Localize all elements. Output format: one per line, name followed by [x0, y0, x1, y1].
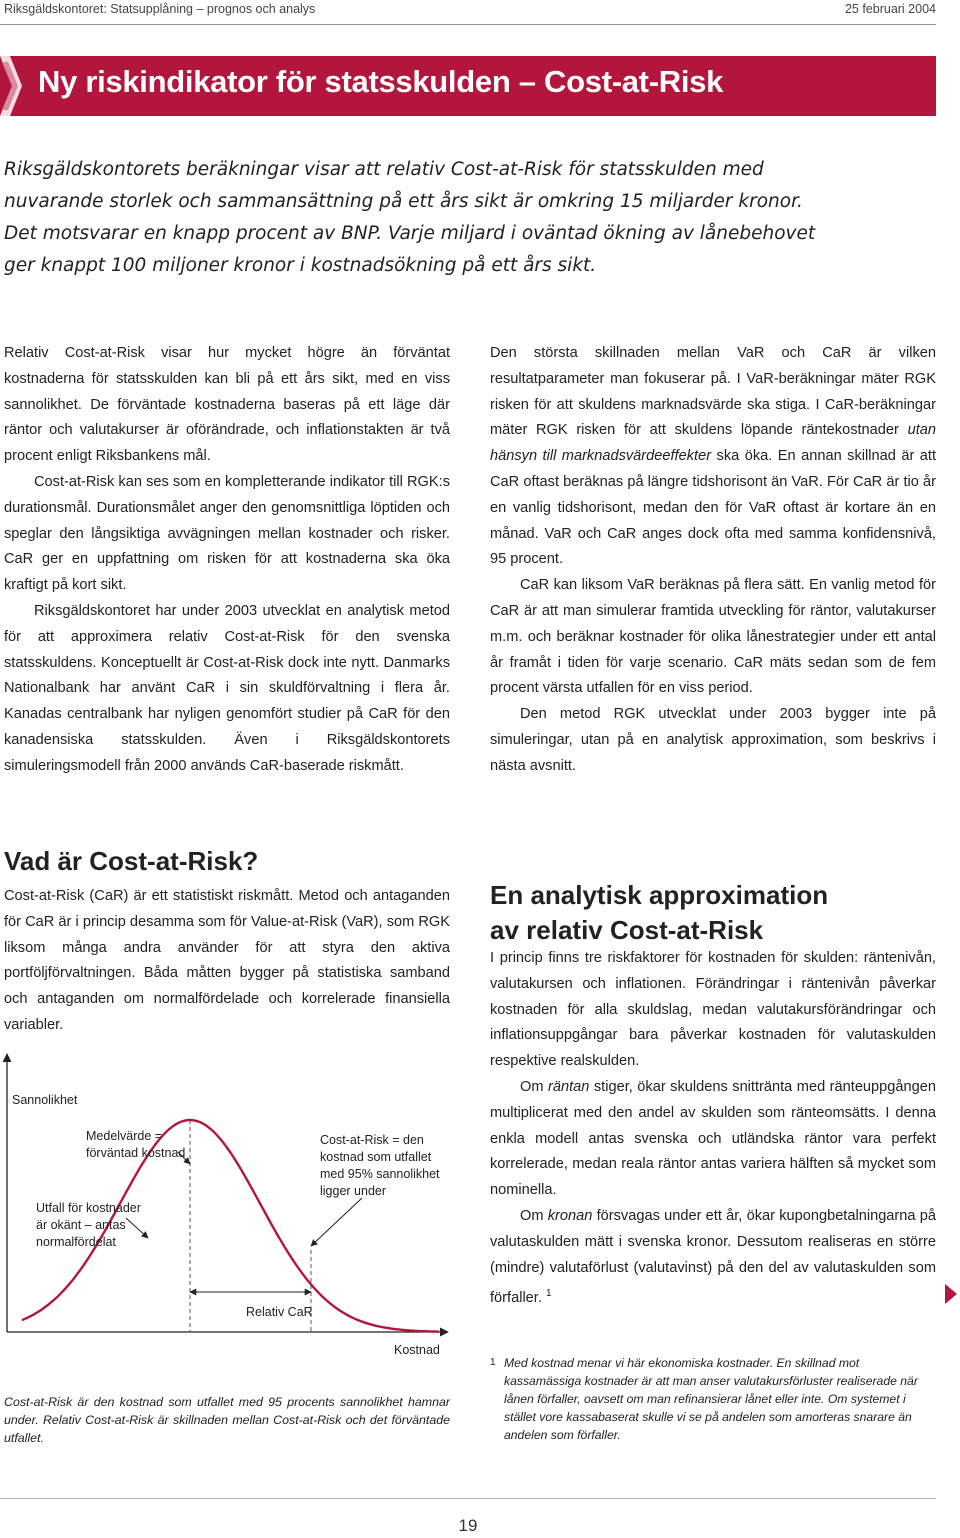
- section-heading-approximation: [490, 878, 936, 948]
- distribution-figure: [0, 1040, 470, 1370]
- x-axis-label: Kostnad: [394, 1343, 440, 1357]
- left-column: [4, 341, 450, 780]
- approximation-body: [490, 946, 936, 1312]
- page-number: 19: [458, 1516, 478, 1535]
- mean-label: [86, 1128, 185, 1162]
- text-run: Om: [520, 1078, 548, 1095]
- label-line: Utfall för kostnader: [36, 1201, 141, 1215]
- paragraph: [490, 341, 936, 573]
- intro-line: Det motsvarar en knapp procent av BNP. Varje miljard i oväntad ökning av lånebehovet: [4, 223, 816, 244]
- chevron-right-icon: [0, 56, 22, 116]
- page-title: Ny riskindikator för statsskulden – Cost-at-Risk: [38, 64, 724, 99]
- text-run: ska öka. En annan skillnad är att CaR oftast beräknas på längre tidshorisont än VaR. För CaR är tio år en vanlig tidshorisont, medan den för VaR oftast är kortare än en månad. VaR och CaR anges dock ofta med samma konfidensnivå, 95 procent.: [490, 448, 937, 568]
- emphasis: räntan: [548, 1078, 590, 1095]
- paragraph: Cost-at-Risk (CaR) är ett statistiskt riskmått. Metod och antaganden för CaR är i princip desamma som för Value-at-Risk (VaR), som RGK liksom många andra använder för att styra den aktiva portföljförvaltningen. Båda måtten bygger på statistiska samband och antaganden om normalfördelade och korrelerade finansiella variabler.: [4, 888, 450, 1033]
- label-line: normalfördelat: [36, 1235, 116, 1249]
- intro-line: ger knappt 100 miljoner kronor i kostnadsökning på ett års sikt.: [4, 255, 597, 276]
- paragraph: I princip finns tre riskfaktorer för kostnaden för skulden: räntenivån, valutakursen och inflationen. Förändringar i räntenivån påverkar kostnaden för alla skuldslag, medan valutakursförändringar och inflationsuppgångar bara påverkar kostnaden för valutaskulden respektive realskulden.: [490, 950, 936, 1070]
- text-run: Den största skillnaden mellan VaR och CaR är vilken resultatparameter man fokuserar på. I VaR-beräkningar mäter RGK risken för att skuldens marknadsvärde ska stiga. I CaR-beräkningar mäter RGK risken för att skuldens löpande räntekostnader: [490, 345, 936, 439]
- outcome-label: [36, 1200, 141, 1251]
- paragraph: Riksgäldskontoret har under 2003 utvecklat en analytisk metod för att approximera relativ Cost-at-Risk för den svenska statsskuldens. Konceptuellt är Cost-at-Risk dock inte nytt. Danmarks Nationalbank har använt CaR i sin skuldförvaltning i flera år. Kanadas centralbank har nyligen genomfört studier på CaR för den kanadensiska statsskulden. Även i Riksgäldskontorets simuleringsmodell från 2000 används CaR-baserade riskmått.: [4, 602, 450, 774]
- header-divider: [0, 24, 936, 25]
- text-run: stiger, ökar skuldens snittränta med ränteuppgången multiplicerat med den andel av skulden som ränteomsätts. I denna enkla modell antas svenska och utländska räntor vara perfekt korrelerade, medan reala räntor antas variera hälften så mycket som nominella.: [490, 1078, 936, 1199]
- paragraph: Cost-at-Risk kan ses som en kompletterande indikator till RGK:s durationsmål. Durationsmålet anger den genomsnittliga löptiden och speglar den långsiktiga avvägningen mellan kostnader och risker. CaR ger en uppfattning om risken för att kostnaderna ska öka kraftigt på kort sikt.: [4, 473, 450, 594]
- label-line: med 95% sannolikhet: [320, 1167, 440, 1181]
- right-column: [490, 341, 936, 780]
- label-line: kostnad som utfallet: [320, 1150, 432, 1164]
- title-banner: [0, 56, 936, 116]
- vad-body: [4, 884, 450, 1039]
- label-line: Cost-at-Risk = den: [320, 1133, 424, 1147]
- y-axis-label: Sannolikhet: [12, 1093, 78, 1107]
- paragraph: CaR kan liksom VaR beräknas på flera sätt. En vanlig metod för CaR är att man simulerar framtida utveckling för räntor, valutakurser m.m. och beräknar kostnader för olika lånestrategier under ett antal år framåt i tiden för varje scenario. CaR mäts sedan som de fem procent värsta utfallen för en viss period.: [490, 577, 936, 697]
- heading-line: En analytisk approximation: [490, 880, 829, 910]
- footer-divider: [0, 1498, 936, 1499]
- paragraph: [490, 1204, 936, 1312]
- intro-line: nuvarande storlek och sammansättning på ett års sikt är omkring 15 miljarder kronor.: [4, 191, 803, 212]
- footnote-ref[interactable]: 1: [545, 1288, 552, 1300]
- paragraph: Den metod RGK utvecklat under 2003 bygger inte på simuleringar, utan på en analytisk approximation, som beskrivs i nästa avsnitt.: [490, 706, 936, 774]
- label-line: ligger under: [320, 1184, 387, 1198]
- car-pointer: [311, 1198, 362, 1246]
- car-label: [320, 1132, 440, 1200]
- running-header-title: Riksgäldskontoret: Statsupplåning – prognos och analys: [4, 2, 316, 16]
- running-header-date: 25 februari 2004: [844, 2, 936, 16]
- paragraph: Relativ Cost-at-Risk visar hur mycket högre än förväntat kostnaderna för statsskulden kan bli på ett års sikt, med en viss sannolikhet. De förväntade kostnaderna baseras på ett läge där räntor och valutakurser är oförändrade, och inflationstakten är två procent enligt Riksbankens mål.: [4, 345, 450, 465]
- next-page-arrow-icon: [945, 1284, 957, 1304]
- heading-line: av relativ Cost-at-Risk: [490, 915, 764, 945]
- footnote-text: Med kostnad menar vi här ekonomiska kostnader. En skillnad mot kassamässiga kostnader är att man anser valutakursförluster realiserade när lånen förfaller, oavsett om man refinansierar lånet eller inte. Om systemet i stället vore kassabaserat skulle vi se på andelen som amorteras snarare än andelen som förfaller.: [504, 1356, 918, 1442]
- relative-car-label: Relativ CaR: [246, 1305, 313, 1319]
- text-run: försvagas under ett år, ökar kupongbetalningarna på valutaskulden mätt i svenska kronor. Dessutom realiseras en större (mindre) valutaförlust (valutavinst) på den del av valutaskulden som förfaller.: [490, 1207, 936, 1307]
- emphasis: kronan: [547, 1207, 593, 1224]
- label-line: Medelvärde =: [86, 1129, 163, 1143]
- figure-caption: Cost-at-Risk är den kostnad som utfallet med 95 procents sannolikhet hamnar under. Relativ Cost-at-Risk är skillnaden mellan Cost-at-Risk och det förväntade utfallet.: [4, 1395, 450, 1445]
- intro-line: Riksgäldskontorets beräkningar visar att relativ Cost-at-Risk för statsskulden med: [4, 159, 764, 180]
- intro-text: [4, 154, 834, 282]
- paragraph: [490, 1075, 936, 1204]
- label-line: är okänt – antas: [36, 1218, 126, 1232]
- running-header: [4, 2, 936, 22]
- emphasis: utan hänsyn till marknadsvärdeeffekter: [490, 422, 936, 465]
- label-line: förväntad kostnad: [86, 1146, 186, 1160]
- text-run: Om: [520, 1207, 548, 1224]
- footnote-number: 1: [490, 1357, 496, 1368]
- section-heading-vad: Vad är Cost-at-Risk?: [4, 846, 259, 876]
- footnote: [490, 1354, 936, 1444]
